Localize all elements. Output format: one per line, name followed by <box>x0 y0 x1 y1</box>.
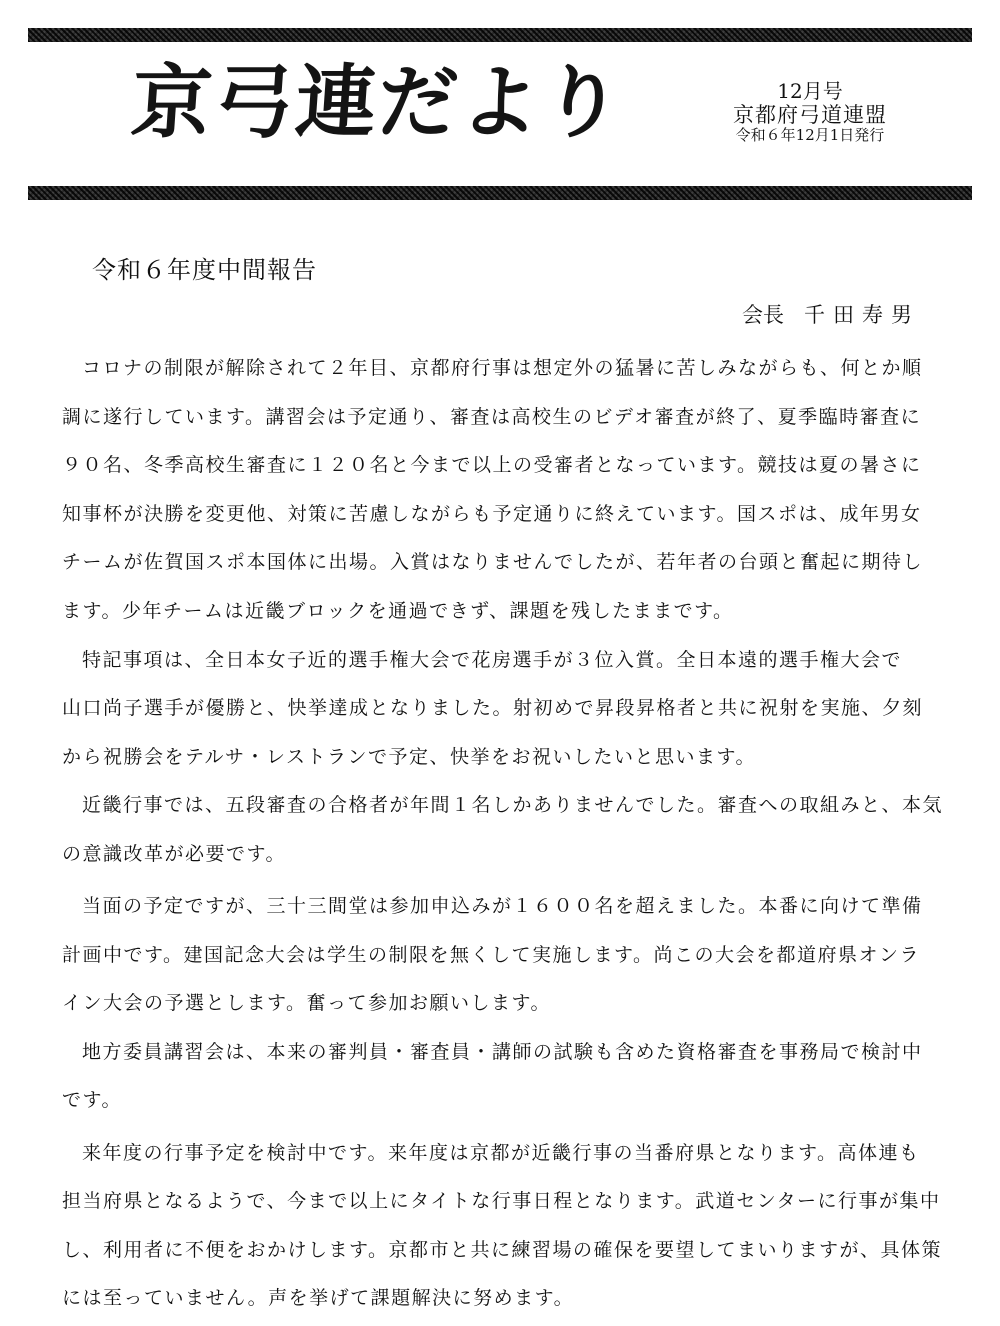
article-body <box>62 344 982 1323</box>
body-line: 来年度の行事予定を検討中です。来年度は京都が近畿行事の当番府県となります。高体連も <box>82 1141 920 1164</box>
top-border-band <box>28 28 972 42</box>
body-line: 近畿行事では、五段審査の合格者が年間１名しかありませんでした。審査への取組みと、本気 <box>82 794 944 817</box>
body-line: 当面の予定ですが、三十三間堂は参加申込みが１６００名を超えました。本番に向けて準備 <box>82 895 923 918</box>
body-line: ９０名、冬季高校生審査に１２０名と今まで以上の受審者となっています。競技は夏の暑さに <box>62 454 922 477</box>
issuing-organization: 京都府弓道連盟 <box>733 103 887 127</box>
body-line: 山口尚子選手が優勝と、快挙達成となりました。射初めで昇段昇格者と共に祝射を実施、夕刻 <box>62 697 924 720</box>
author-role: 会長 <box>742 303 784 327</box>
body-line: 担当府県となるようで、今まで以上にタイトな行事日程となります。武道センターに行事が集中 <box>62 1190 941 1213</box>
body-line: 特記事項は、全日本女子近的選手権大会で花房選手が３位入賞。全日本遠的選手権大会で <box>82 648 903 671</box>
publish-date: 令和６年12月1日発行 <box>735 126 885 145</box>
bottom-border-band <box>28 186 972 200</box>
body-line: 計画中です。建国記念大会は学生の制限を無くして実施します。尚この大会を都道府県オンラ <box>62 943 920 966</box>
body-line: の意識改革が必要です。 <box>62 842 286 865</box>
issue-month: 12月号 <box>777 79 843 103</box>
article-author <box>742 299 920 329</box>
issue-info <box>700 80 920 144</box>
newsletter-masthead: 京弓連だより <box>128 55 628 149</box>
body-line: から祝勝会をテルサ・レストランで予定、快挙をお祝いしたいと思います。 <box>62 745 756 768</box>
body-line: 調に遂行しています。講習会は予定通り、審査は高校生のビデオ審査が終了、夏季臨時審査に <box>62 405 922 428</box>
body-line: コロナの制限が解除されて２年目、京都府行事は想定外の猛暑に苦しみながらも、何とか順 <box>82 357 923 379</box>
author-name: 千田寿男 <box>804 303 920 327</box>
body-line: チームが佐賀国スポ本国体に出場。入賞はなりませんでしたが、若年者の台頭と奮起に期待し <box>62 551 924 574</box>
body-line: 地方委員講習会は、本来の審判員・審査員・講師の試験も含めた資格審査を事務局で検討中 <box>82 1040 923 1063</box>
body-line: し、利用者に不便をおかけします。京都市と共に練習場の確保を要望してまいりますが、具体策 <box>62 1238 942 1261</box>
body-line: 知事杯が決勝を変更他、対策に苦慮しながらも予定通りに終えています。国スポは、成年男女 <box>62 502 922 525</box>
body-line: ます。少年チームは近畿ブロックを通過できず、課題を残したままです。 <box>62 599 734 622</box>
body-line: です。 <box>62 1089 122 1112</box>
body-line: イン大会の予選とします。奮って参加お願いします。 <box>62 992 551 1015</box>
article-title: 令和６年度中間報告 <box>92 256 317 284</box>
body-line: には至っていません。声を挙げて課題解決に努めます。 <box>62 1287 575 1310</box>
